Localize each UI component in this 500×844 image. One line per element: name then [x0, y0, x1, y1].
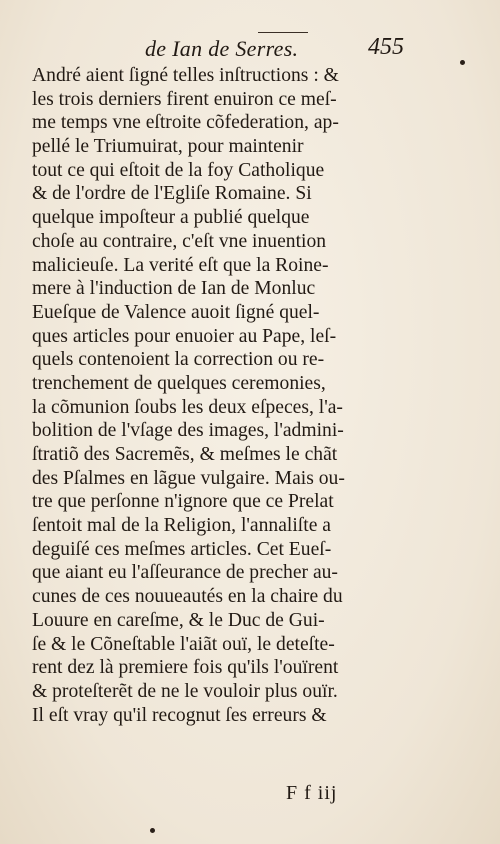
text-line: deguiſé ces meſmes articles. Cet Eueſ- [32, 538, 332, 560]
page-number: 455 [368, 34, 404, 60]
page-header [0, 22, 500, 62]
running-title-rule [258, 32, 308, 33]
text-line: tout ce qui eſtoit de la foy Catholique [32, 159, 325, 181]
signature-mark: F f iij [286, 782, 338, 804]
text-line: ſe & le Cõneſtable l'aiãt ouï, le deteſte- [32, 633, 335, 655]
text-line: & de l'ordre de l'Egliſe Romaine. Si [32, 183, 312, 205]
text-line: André aient ſigné telles inſtructions : & [32, 65, 339, 86]
text-line: bolition de l'vſage des images, l'admini- [32, 420, 344, 442]
margin-dot [460, 60, 465, 65]
text-line: Il eſt vray qu'il recognut ſes erreurs & [32, 704, 327, 726]
text-line: tre que perſonne n'ignore que ce Prelat [32, 491, 334, 513]
text-line: trenchement de quelques ceremonies, [32, 372, 326, 394]
text-line: que aiant eu l'aſſeurance de precher au- [32, 562, 338, 584]
footer-dot [150, 828, 155, 833]
text-line: choſe au contraire, c'eſt vne inuention [32, 230, 327, 252]
text-line: & proteſterẽt de ne le vouloir plus ouïr. [32, 680, 338, 702]
text-line: rent dez là premiere fois qu'ils l'ouïrent [32, 657, 339, 679]
text-line: cunes de ces nouueautés en la chaire du [32, 586, 343, 608]
text-line: quelque impoſteur a publié quelque [32, 207, 310, 229]
text-line: la cõmunion ſoubs les deux eſpeces, l'a- [32, 396, 343, 418]
text-line: Eueſque de Valence auoit ſigné quel- [32, 301, 320, 323]
text-line: malicieuſe. La verité eſt que la Roine- [32, 254, 329, 276]
text-line: mere à l'induction de Ian de Monluc [32, 278, 316, 300]
text-line: les trois derniers firent enuiron ce meſ- [32, 88, 337, 110]
running-title: de Ian de Serres. [145, 36, 299, 61]
body-text [32, 64, 422, 727]
text-line: ques articles pour enuoier au Pape, leſ- [32, 325, 337, 347]
text-line: quels contenoient la correction ou re- [32, 349, 325, 371]
text-line: des Pſalmes en lãgue vulgaire. Mais ou- [32, 467, 345, 489]
text-line: pellé le Triumuirat, pour maintenir [32, 136, 304, 158]
text-line: ſentoit mal de la Religion, l'annaliſte a [32, 515, 331, 537]
text-line: ſtratiõ des Sacremẽs, & meſmes le chãt [32, 444, 338, 465]
text-line: Louure en careſme, & le Duc de Gui- [32, 609, 325, 631]
text-line: me temps vne eſtroite cõfederation, ap- [32, 112, 339, 134]
